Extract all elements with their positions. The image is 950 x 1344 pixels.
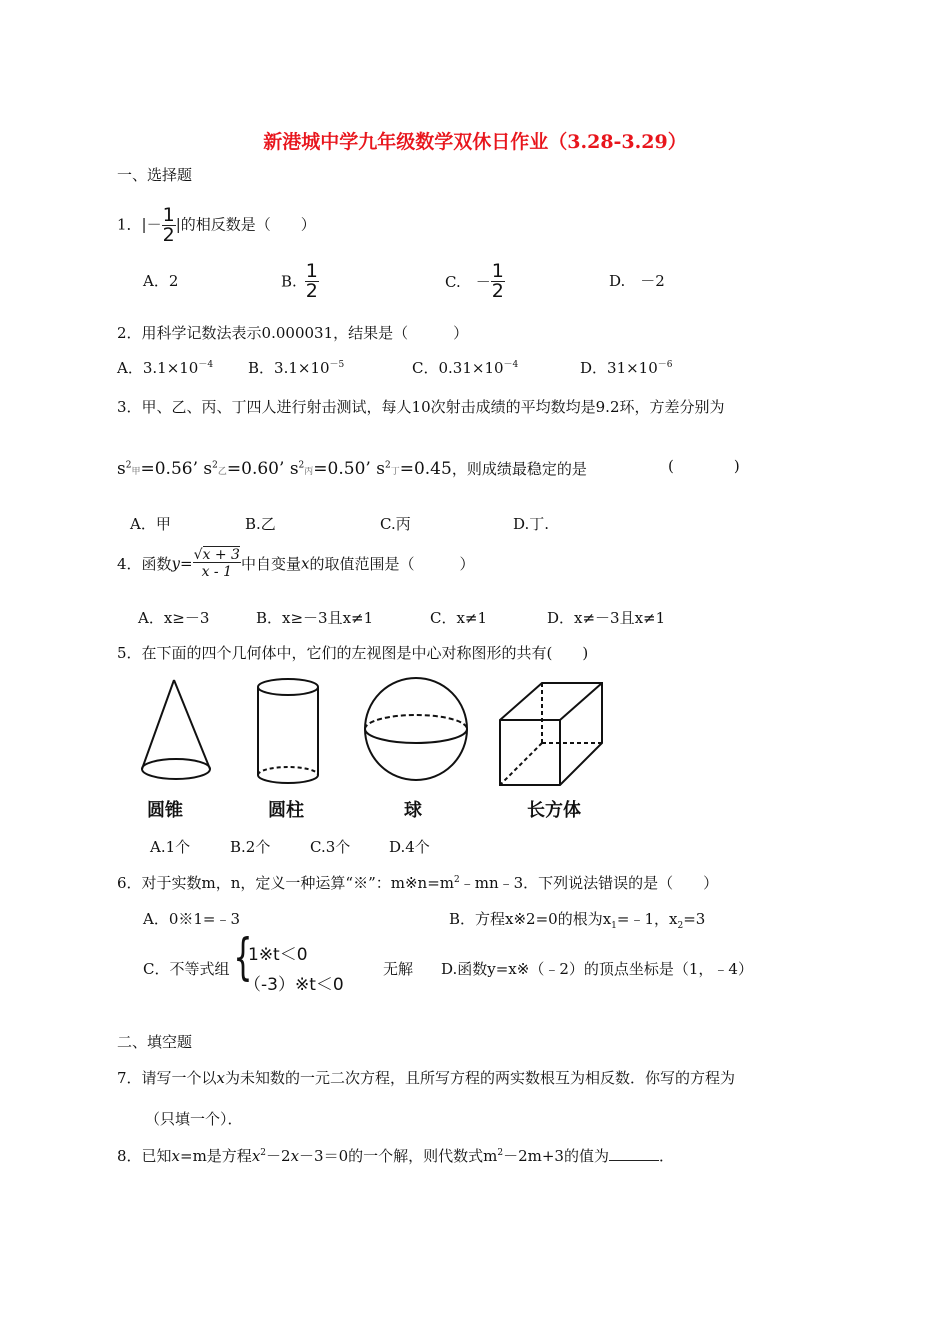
q3-option-a: A．甲	[130, 515, 171, 533]
q2-option-b: B．$3.1\times 10^{-5}$	[248, 359, 345, 377]
q6-option-c-prefix: C．不等式组	[143, 960, 230, 978]
inequality-line-1: 1※t＜0	[248, 945, 308, 965]
q6-option-b: B．方程x※2=0的根为$x_1=﹣1$，$x_2=3$	[449, 910, 706, 931]
section-heading-fill: 二、填空题	[117, 1033, 193, 1051]
cuboid-figure	[500, 683, 602, 785]
question-1-stem: 1．|－ $\frac{1}{2}$ |的相反数是（ ）	[117, 204, 316, 246]
brace-icon: {	[233, 928, 253, 986]
function-fraction: $\frac{√x + 3}{x - 1}$	[193, 547, 240, 580]
cone-label: 圆锥	[147, 800, 183, 821]
cylinder-label: 圆柱	[268, 800, 304, 821]
q1-option-d: D. －2	[609, 272, 665, 290]
section-heading-choice: 一、选择题	[117, 166, 193, 184]
q4-option-d: D．x≠－3且x≠1	[547, 609, 666, 627]
q5-option-d: D.4个	[389, 838, 430, 856]
q3-option-c: C.丙	[380, 515, 411, 533]
solid-figures	[140, 675, 620, 795]
q1-option-c: C. － $\frac{1}{2}$	[445, 260, 504, 302]
q4-option-c: C．x≠1	[430, 609, 488, 627]
q5-option-a: A.1个	[150, 838, 191, 856]
q1-option-a: A．2	[143, 272, 179, 290]
question-4-stem: 4．函数y= $\frac{√x + 3}{x - 1}$ 中自变量x的取值范围是（ ）	[117, 547, 475, 580]
cone-figure	[142, 680, 210, 779]
q3-answer-paren: ( )	[668, 457, 740, 475]
variance-list: $s^2$甲=0.56’ $s^2$乙=0.60’ $s^2$丙=0.50’ $s^2$丁=0.45，则成绩最稳定的是	[117, 459, 587, 479]
question-3-stem: 3．甲、乙、丙、丁四人进行射击测试，每人10次射击成绩的平均数均是9.2环，方差分别为	[117, 398, 725, 416]
question-7-stem: 7．请写一个以x为未知数的一元二次方程，且所写方程的两实数根互为相反数．你写的方程为	[117, 1069, 736, 1087]
inequality-line-2: （-3）※t＜0	[244, 975, 344, 995]
question-7-line2: （只填一个）．	[145, 1110, 243, 1128]
fraction: $\frac{1}{2}$	[162, 204, 175, 246]
answer-blank	[609, 1146, 659, 1161]
q2-option-c: C．$0.31\times 10^{-4}$	[412, 359, 519, 377]
page-title: 新港城中学九年级数学双休日作业（3.28-3.29）	[263, 131, 687, 153]
q2-option-a: A．$3.1\times 10^{-4}$	[117, 359, 214, 377]
sphere-figure	[365, 678, 467, 780]
q2-option-d: D．$31\times 10^{-6}$	[580, 359, 673, 377]
cylinder-figure	[258, 679, 318, 783]
sphere-label: 球	[404, 800, 422, 821]
cuboid-label: 长方体	[527, 800, 581, 821]
q3-option-b: B.乙	[245, 515, 276, 533]
question-5-stem: 5．在下面的四个几何体中，它们的左视图是中心对称图形的共有( )	[117, 644, 589, 662]
q4-option-b: B．x≥－3且x≠1	[256, 609, 374, 627]
q5-option-b: B.2个	[230, 838, 271, 856]
q6-option-d: D.函数y=x※（﹣2）的顶点坐标是（1，﹣4）	[441, 960, 753, 978]
q6-option-c-suffix: 无解	[383, 960, 414, 978]
q6-option-a: A．0※1=﹣3	[143, 910, 241, 928]
question-2-stem: 2．用科学记数法表示0.000031，结果是（ ）	[117, 324, 469, 342]
q4-option-a: A．x≥－3	[138, 609, 210, 627]
question-6-stem: 6．对于实数m，n，定义一种运算“※”：$m※n=m^2﹣mn﹣3$．下列说法错误的是（ ）	[117, 874, 719, 892]
q1-option-b: B. $\frac{1}{2}$	[281, 260, 318, 302]
q3-option-d: D.丁.	[513, 515, 550, 533]
question-8-stem: 8．已知x=m是方程$x^2-2x-3=0$的一个解，则代数式$m^2-2m+3$的值为 ．	[117, 1147, 674, 1165]
q5-option-c: C.3个	[310, 838, 351, 856]
